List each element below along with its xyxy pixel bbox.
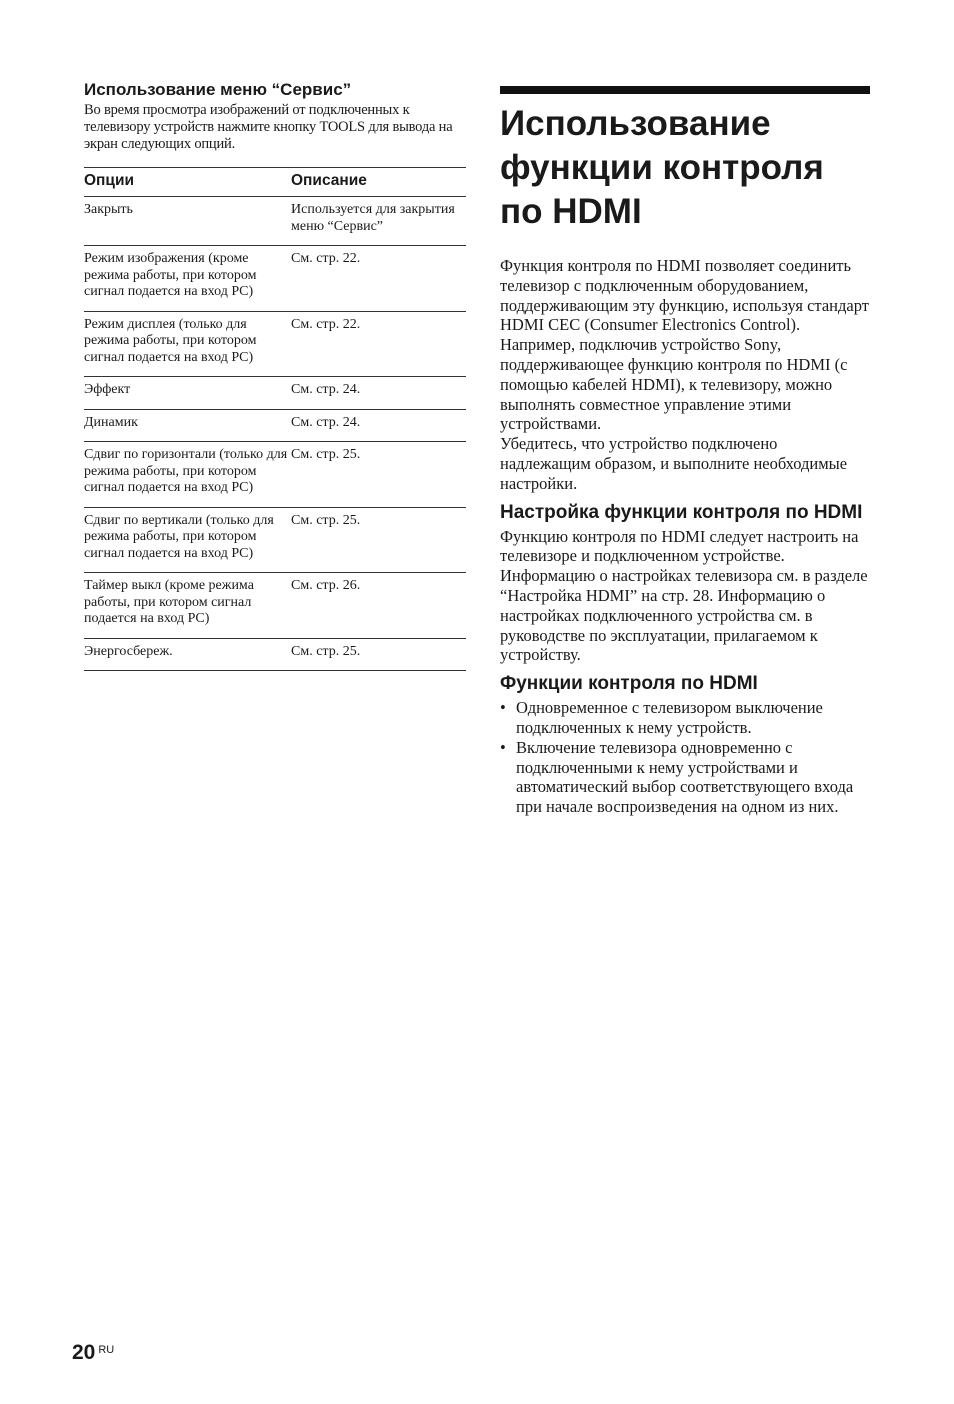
title-rule	[500, 86, 870, 94]
option-description: См. стр. 25.	[291, 507, 466, 573]
header-description: Описание	[291, 168, 466, 197]
option-name: Режим дисплея (только для режима работы, при котором сигнал подается на вход PC)	[84, 311, 291, 377]
option-name: Энергосбереж.	[84, 638, 291, 671]
tools-menu-intro: Во время просмотра изображений от подключенных к телевизору устройств нажмите кнопку TOOLS для вывода на экран следующих опций.	[84, 102, 453, 152]
functions-heading: Функции контроля по HDMI	[500, 673, 758, 695]
option-description: См. стр. 24.	[291, 377, 466, 410]
bullet: •	[500, 698, 506, 718]
option-description: Используется для закрытия меню “Сервис”	[291, 197, 466, 246]
setup-heading: Настройка функции контроля по HDMI	[500, 501, 863, 523]
option-name: Динамик	[84, 409, 291, 442]
page-title: Использование функции контроля по HDMI	[500, 104, 824, 231]
options-table	[84, 167, 466, 671]
table-row	[84, 246, 466, 312]
option-name: Сдвиг по вертикали (только для режима работы, при котором сигнал подается на вход PC)	[84, 507, 291, 573]
table-row	[84, 377, 466, 410]
table-body	[84, 197, 466, 671]
option-description: См. стр. 24.	[291, 409, 466, 442]
page-footer	[72, 1341, 114, 1365]
option-name: Сдвиг по горизонтали (только для режима работы, при котором сигнал подается на вход PC)	[84, 442, 291, 508]
list-item-text: Одновременное с телевизором выключение подключенных к нему устройств.	[516, 698, 823, 737]
option-description: См. стр. 25.	[291, 638, 466, 671]
functions-list	[500, 698, 870, 817]
table-row	[84, 442, 466, 508]
option-name: Таймер выкл (кроме режима работы, при котором сигнал подается на вход PC)	[84, 573, 291, 639]
table-row	[84, 638, 466, 671]
option-description: См. стр. 22.	[291, 246, 466, 312]
option-name: Закрыть	[84, 197, 291, 246]
hdmi-intro: Функция контроля по HDMI позволяет соединить телевизор с подключенным оборудованием, поддерживающим эту функцию, используя стандарт HDMI CEC (Consumer Electronics Control). Например, подключив устройство Sony, поддерживающее функцию контроля по HDMI (с помощью кабелей HDMI), к телевизору, можно выполнять совместное управление этими устройствами.	[500, 256, 869, 434]
list-item	[500, 698, 870, 738]
option-name: Эффект	[84, 377, 291, 410]
option-description: См. стр. 22.	[291, 311, 466, 377]
language-code: RU	[98, 1344, 115, 1356]
list-item-text: Включение телевизора одновременно с подключенными к нему устройствами и автоматический выбор соответствующего входа при начале воспроизведения на одном из них.	[516, 737, 854, 817]
hdmi-intro-note: Убедитесь, что устройство подключено надлежащим образом, и выполните необходимые настройки.	[500, 434, 848, 493]
tools-menu-heading: Использование меню “Сервис”	[84, 80, 352, 99]
table-row	[84, 311, 466, 377]
option-name: Режим изображения (кроме режима работы, при котором сигнал подается на вход PC)	[84, 246, 291, 312]
bullet: •	[500, 737, 506, 757]
right-column	[500, 86, 870, 817]
option-description: См. стр. 25.	[291, 442, 466, 508]
table-row	[84, 197, 466, 246]
setup-text: Функцию контроля по HDMI следует настроить на телевизоре и подключенном устройстве. Информацию о настройках телевизора см. в разделе “Настройка HDMI” на стр. 28. Информацию о настройках подключенного устройства см. в руководстве по эксплуатации, прилагаемом к устройству.	[500, 526, 868, 665]
header-options: Опции	[84, 168, 291, 197]
table-row	[84, 507, 466, 573]
table-row	[84, 573, 466, 639]
table-row	[84, 409, 466, 442]
page-number: 20	[72, 1341, 96, 1364]
list-item	[500, 738, 870, 817]
option-description: См. стр. 26.	[291, 573, 466, 639]
left-column	[84, 80, 466, 671]
table-header-row	[84, 168, 466, 197]
